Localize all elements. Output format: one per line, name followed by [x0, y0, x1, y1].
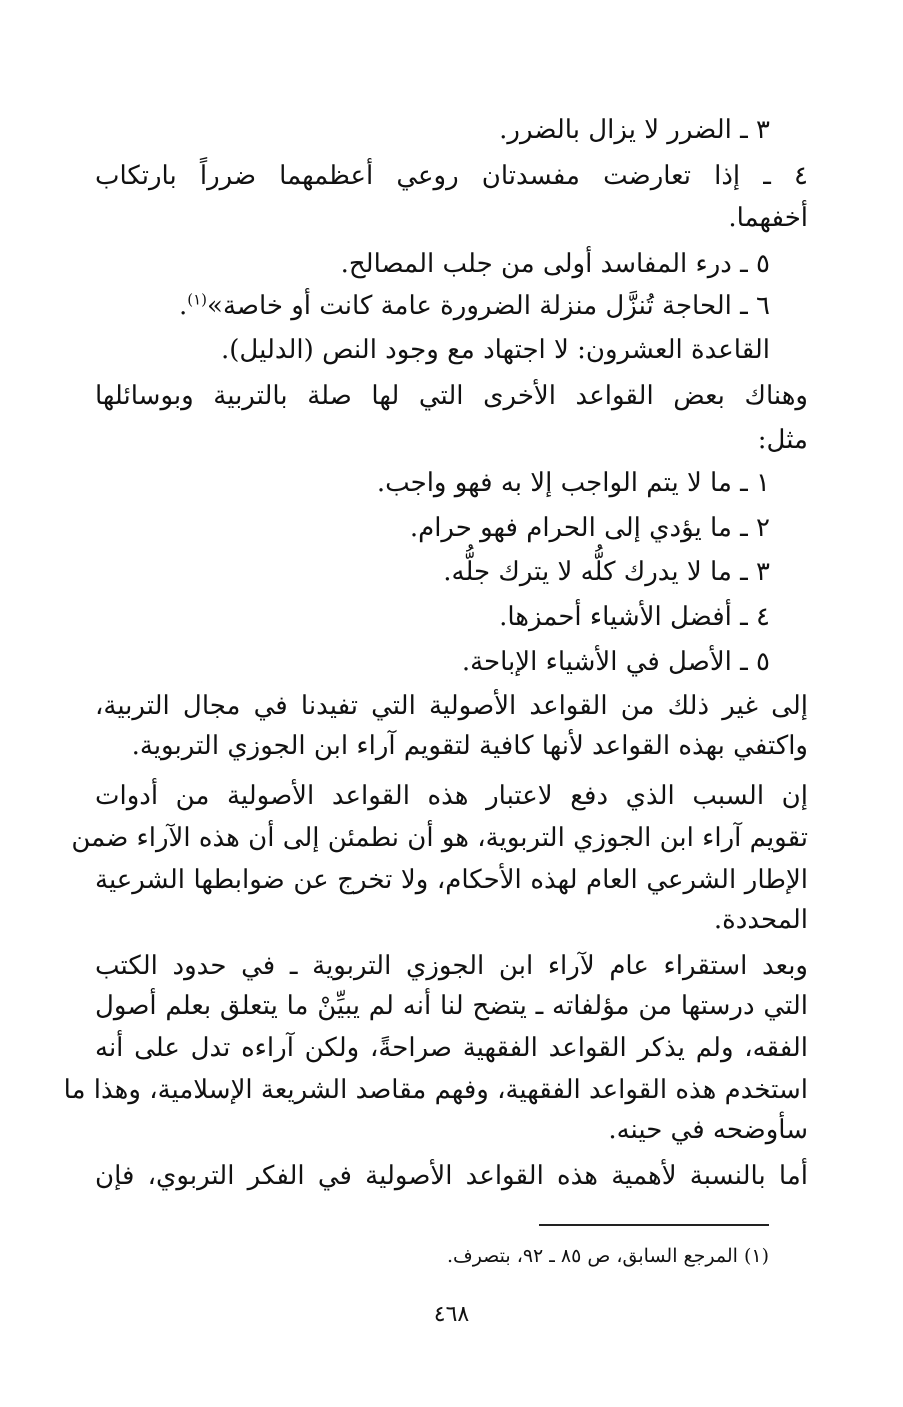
text-line: وبعد استقراء عام لآراء ابن الجوزي التربوية ـ في حدود الكتب — [95, 951, 808, 981]
text-line: سأوضحه في حينه. — [608, 1115, 808, 1145]
footnote: (١) المرجع السابق، ص ٨٥ ـ ٩٢، بتصرف. — [446, 1245, 769, 1267]
text-line: ٤ ـ أفضل الأشياء أحمزها. — [499, 602, 770, 632]
text-line: الفقه، ولم يذكر القواعد الفقهية صراحةً، ولكن آراءه تدل على أنه — [95, 1033, 808, 1063]
text-line: إلى غير ذلك من القواعد الأصولية التي تفيدنا في مجال التربية، — [95, 691, 808, 721]
text-line: ٦ ـ الحاجة تُنزَّل منزلة الضرورة عامة كانت أو خاصة»$^{(١)}$. — [178, 290, 770, 321]
text-line: استخدم هذه القواعد الفقهية، وفهم مقاصد الشريعة الإسلامية، وهذا ما — [63, 1075, 808, 1105]
text-line-body: ٦ ـ الحاجة تُنزَّل منزلة الضرورة عامة كانت أو خاصة» — [207, 291, 770, 321]
text-line: ٢ ـ ما يؤدي إلى الحرام فهو حرام. — [409, 513, 770, 543]
text-line: القاعدة العشرون: لا اجتهاد مع وجود النص (الدليل). — [221, 335, 770, 365]
text-line: المحددة. — [713, 905, 808, 935]
text-line: ٥ ـ درء المفاسد أولى من جلب المصالح. — [340, 249, 770, 279]
text-line: مثل: — [757, 425, 808, 455]
footnote-separator — [539, 1224, 769, 1226]
text-line: واكتفي بهذه القواعد لأنها كافية لتقويم آراء ابن الجوزي التربوية. — [131, 731, 808, 761]
text-line: أما بالنسبة لأهمية هذه القواعد الأصولية في الفكر التربوي، فإن — [95, 1161, 808, 1191]
text-line: ٣ ـ ما لا يدرك كلُّه لا يترك جلُّه. — [443, 557, 770, 587]
text-line: ١ ـ ما لا يتم الواجب إلا به فهو واجب. — [376, 468, 770, 498]
text-line: ٥ ـ الأصل في الأشياء الإباحة. — [461, 647, 770, 677]
text-line: ٣ ـ الضرر لا يزال بالضرر. — [499, 115, 770, 145]
text-line: ٤ ـ إذا تعارضت مفسدتان روعي أعظمهما ضرراً بارتكاب — [95, 161, 808, 191]
text-line: إن السبب الذي دفع لاعتبار هذه القواعد الأصولية من أدوات — [95, 781, 808, 811]
text-line: أخفهما. — [728, 203, 808, 233]
text-line: التي درستها من مؤلفاته ـ يتضح لنا أنه لم يبيِّنْ ما يتعلق بعلم أصول — [95, 991, 808, 1021]
text-line: وهناك بعض القواعد الأخرى التي لها صلة بالتربية وبوسائلها — [95, 381, 808, 411]
page-number: ٤٦٨ — [433, 1302, 470, 1327]
text-line: تقويم آراء ابن الجوزي التربوية، هو أن نطمئن إلى أن هذه الآراء ضمن — [71, 823, 808, 853]
footnote-reference: (١) — [187, 290, 208, 309]
text-line: الإطار الشرعي العام لهذه الأحكام، ولا تخرج عن ضوابطها الشرعية — [95, 865, 808, 895]
